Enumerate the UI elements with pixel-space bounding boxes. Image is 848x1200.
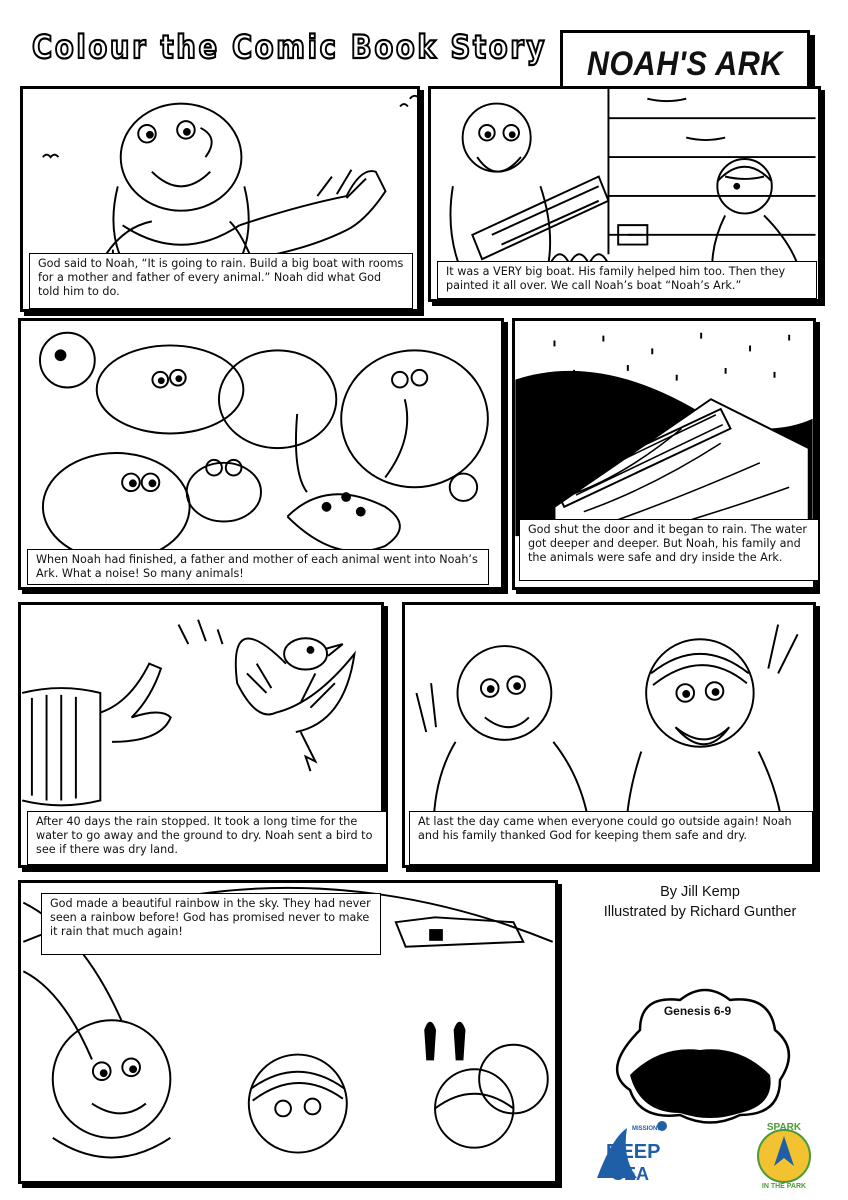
panel-5-caption: After 40 days the rain stopped. It took a long time for the water to go away and the ground to dry. Noah sent a bird to see if there was dry land. — [27, 811, 387, 865]
animals-entering-ark-illustration — [21, 321, 501, 587]
svg-text:SPARK: SPARK — [766, 1122, 802, 1133]
panel-6 — [402, 602, 816, 868]
credits — [575, 882, 825, 922]
story-title: NOAH'S ARK — [587, 44, 783, 83]
panel-1-caption: God said to Noah, “It is going to rain. Build a big boat with rooms for a mother and father of every animal.” Noah did what God told him to do. — [29, 253, 413, 309]
svg-text:SEA: SEA — [612, 1164, 650, 1184]
panel-7 — [18, 880, 558, 1184]
svg-text:IN THE PARK: IN THE PARK — [761, 1183, 807, 1190]
panel-5 — [18, 602, 384, 868]
reference-cloud — [600, 990, 795, 1125]
panel-1 — [20, 86, 420, 312]
spark-in-the-park-logo — [748, 1118, 820, 1190]
mission-deep-sea-logo — [592, 1118, 674, 1190]
panel-3 — [18, 318, 504, 590]
reference-label: Genesis 6-9 — [663, 1004, 732, 1018]
page-title-text: Colour the Comic Book Story — [32, 28, 547, 66]
illustrator-credit: Illustrated by Richard Gunther — [603, 904, 797, 920]
panel-4 — [512, 318, 816, 590]
panel-2 — [428, 86, 821, 302]
panel-2-caption: It was a VERY big boat. His family helped him too. Then they painted it all over. We call Noah’s boat “Noah’s Ark.” — [437, 261, 817, 299]
svg-text:DEEP: DEEP — [606, 1141, 661, 1163]
panel-4-caption: God shut the door and it began to rain. The water got deeper and deeper. But Noah, his family and the animals were safe and dry inside the Ark. — [519, 519, 819, 581]
panel-7-caption: God made a beautiful rainbow in the sky. They had never seen a rainbow before! God has promised never to make it rain that much again! — [41, 893, 381, 955]
author-credit: By Jill Kemp — [660, 884, 740, 900]
svg-text:MISSION:: MISSION: — [632, 1126, 660, 1132]
panel-6-caption: At last the day came when everyone could go outside again! Noah and his family thanked God for keeping them safe and dry. — [409, 811, 813, 865]
panel-3-caption: When Noah had finished, a father and mother of each animal went into Noah’s Ark. What a noise! So many animals! — [27, 549, 489, 585]
page-title — [30, 22, 560, 70]
